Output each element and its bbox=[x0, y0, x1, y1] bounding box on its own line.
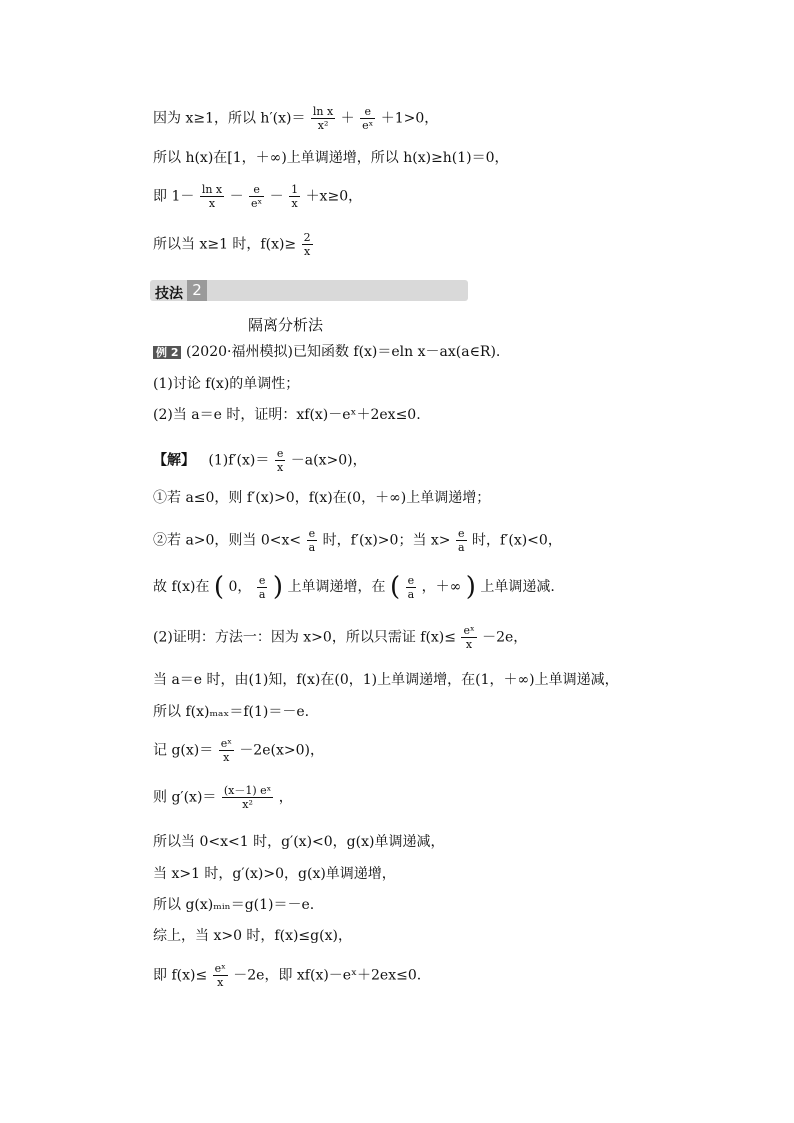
denominator: eˣ bbox=[362, 119, 374, 132]
text: －2e(x>0)， bbox=[239, 742, 324, 759]
fraction bbox=[461, 625, 476, 650]
numerator: ln x bbox=[201, 183, 223, 196]
solution-line-9 bbox=[153, 785, 293, 810]
denominator: x bbox=[289, 196, 300, 209]
denominator: a bbox=[407, 587, 415, 601]
numerator: eˣ bbox=[220, 737, 232, 750]
fraction bbox=[275, 448, 286, 473]
example-stem bbox=[153, 345, 500, 359]
solution-line-6: 当 a＝e 时，由(1)知，f(x)在(0，1)上单调递增，在(1，＋∞)上单调递减， bbox=[153, 672, 619, 688]
denominator: x² bbox=[222, 797, 273, 810]
denominator: x bbox=[200, 196, 224, 209]
proof-line-4 bbox=[153, 232, 314, 257]
paren: ) bbox=[272, 572, 284, 602]
text: －2e， bbox=[482, 629, 528, 646]
fraction bbox=[249, 184, 264, 209]
fraction bbox=[222, 785, 273, 810]
paren: ) bbox=[465, 572, 476, 602]
denominator: x bbox=[461, 637, 476, 650]
fraction bbox=[360, 106, 375, 131]
denominator: x bbox=[302, 244, 313, 257]
numerator: ln x bbox=[312, 105, 334, 118]
numerator: eˣ bbox=[214, 962, 226, 975]
numerator: e bbox=[253, 183, 260, 196]
fraction bbox=[311, 106, 335, 131]
numerator: e bbox=[458, 527, 465, 540]
denominator: x² bbox=[311, 118, 335, 131]
paren: ( bbox=[389, 572, 401, 602]
solution-line-11: 当 x>1 时，g′(x)>0，g(x)单调递增， bbox=[153, 866, 396, 882]
solution-line-3 bbox=[153, 528, 562, 553]
text: ， bbox=[278, 789, 293, 806]
text: (1)f′(x)＝ bbox=[208, 452, 270, 469]
solution-line-13: 综上，当 x>0 时，f(x)≤g(x)， bbox=[153, 928, 352, 944]
text: 时，f′(x)>0；当 x> bbox=[322, 532, 451, 549]
denominator: x bbox=[219, 750, 234, 763]
proof-line-3 bbox=[153, 184, 362, 209]
numerator: e bbox=[364, 105, 371, 118]
text: －a(x>0)， bbox=[290, 452, 367, 469]
denominator: a bbox=[258, 587, 266, 601]
denominator: x bbox=[213, 975, 228, 988]
example-tag: 例 2 bbox=[153, 346, 181, 359]
text: 因为 x≥1，所以 h′(x)＝ bbox=[153, 110, 306, 127]
solution-line-5 bbox=[153, 625, 527, 650]
solution-line-1 bbox=[153, 448, 367, 473]
numerator: eˣ bbox=[463, 624, 475, 637]
text: 记 g(x)＝ bbox=[153, 742, 214, 759]
numerator: e bbox=[276, 447, 284, 460]
text: ，＋∞ bbox=[421, 579, 462, 595]
fraction bbox=[257, 575, 268, 600]
denominator: a bbox=[457, 541, 465, 554]
proof-line-1 bbox=[153, 106, 438, 131]
solution-line-4 bbox=[153, 574, 555, 600]
text: 上单调递增，在 bbox=[287, 579, 386, 595]
section-number: 2 bbox=[187, 280, 207, 301]
denominator: a bbox=[308, 541, 316, 554]
text: － bbox=[269, 188, 284, 205]
solution-line-14 bbox=[153, 963, 421, 988]
numerator: 2 bbox=[303, 231, 311, 244]
section-label: 技法 bbox=[155, 286, 183, 302]
solution-line-10: 所以当 0<x<1 时，g′(x)<0，g(x)单调递减， bbox=[153, 834, 445, 850]
numerator: 1 bbox=[291, 183, 299, 196]
solution-line-7: 所以 f(x)ₘₐₓ＝f(1)＝－e. bbox=[153, 704, 310, 720]
fraction bbox=[456, 528, 467, 553]
text: 故 f(x)在 bbox=[153, 579, 210, 595]
fraction bbox=[289, 184, 300, 209]
text: ②若 a>0，则当 0<x< bbox=[153, 532, 302, 549]
text: (2020·福州模拟)已知函数 f(x)＝eln x－ax(a∈R). bbox=[185, 344, 501, 360]
text: －2e，即 xf(x)－eˣ＋2ex≤0. bbox=[233, 967, 422, 984]
solution-line-2: ①若 a≤0，则 f′(x)>0，f(x)在(0，＋∞)上单调递增； bbox=[153, 490, 491, 506]
fraction bbox=[213, 963, 228, 988]
text: 所以当 x≥1 时，f(x)≥ bbox=[153, 236, 297, 253]
fraction bbox=[302, 232, 313, 257]
text: － bbox=[229, 188, 244, 205]
example-q2: (2)当 a＝e 时，证明：xf(x)－eˣ＋2ex≤0. bbox=[153, 407, 421, 423]
example-q1: (1)讨论 f(x)的单调性； bbox=[153, 376, 300, 392]
numerator: e bbox=[407, 573, 415, 587]
denominator: eˣ bbox=[251, 197, 263, 210]
solution-line-8 bbox=[153, 738, 324, 763]
text: 则 g′(x)＝ bbox=[153, 789, 217, 806]
text: (2)证明：方法一：因为 x>0，所以只需证 f(x)≤ bbox=[153, 629, 456, 646]
text: 即 f(x)≤ bbox=[153, 967, 208, 984]
paren: ( bbox=[213, 572, 225, 602]
text: ＋1>0， bbox=[380, 110, 439, 127]
text: ＋x≥0， bbox=[305, 188, 363, 205]
fraction bbox=[307, 528, 318, 553]
text: 上单调递减. bbox=[480, 579, 555, 595]
text: 0， bbox=[228, 579, 252, 595]
fraction bbox=[219, 738, 234, 763]
denominator: x bbox=[275, 460, 286, 473]
fraction bbox=[406, 575, 417, 600]
solution-head: 【解】 bbox=[153, 452, 195, 469]
text: ＋ bbox=[340, 110, 355, 127]
section-title: 隔离分析法 bbox=[248, 316, 324, 334]
solution-line-12: 所以 g(x)ₘᵢₙ＝g(1)＝－e. bbox=[153, 897, 315, 913]
numerator: (x－1) eˣ bbox=[223, 784, 272, 797]
text: 时，f′(x)<0， bbox=[472, 532, 562, 549]
text: 即 1－ bbox=[153, 188, 195, 205]
section-header-bar bbox=[150, 280, 468, 301]
numerator: e bbox=[308, 527, 316, 540]
fraction bbox=[200, 184, 224, 209]
proof-line-2: 所以 h(x)在[1，＋∞)上单调递增，所以 h(x)≥h(1)＝0， bbox=[153, 150, 509, 166]
numerator: e bbox=[258, 573, 266, 587]
